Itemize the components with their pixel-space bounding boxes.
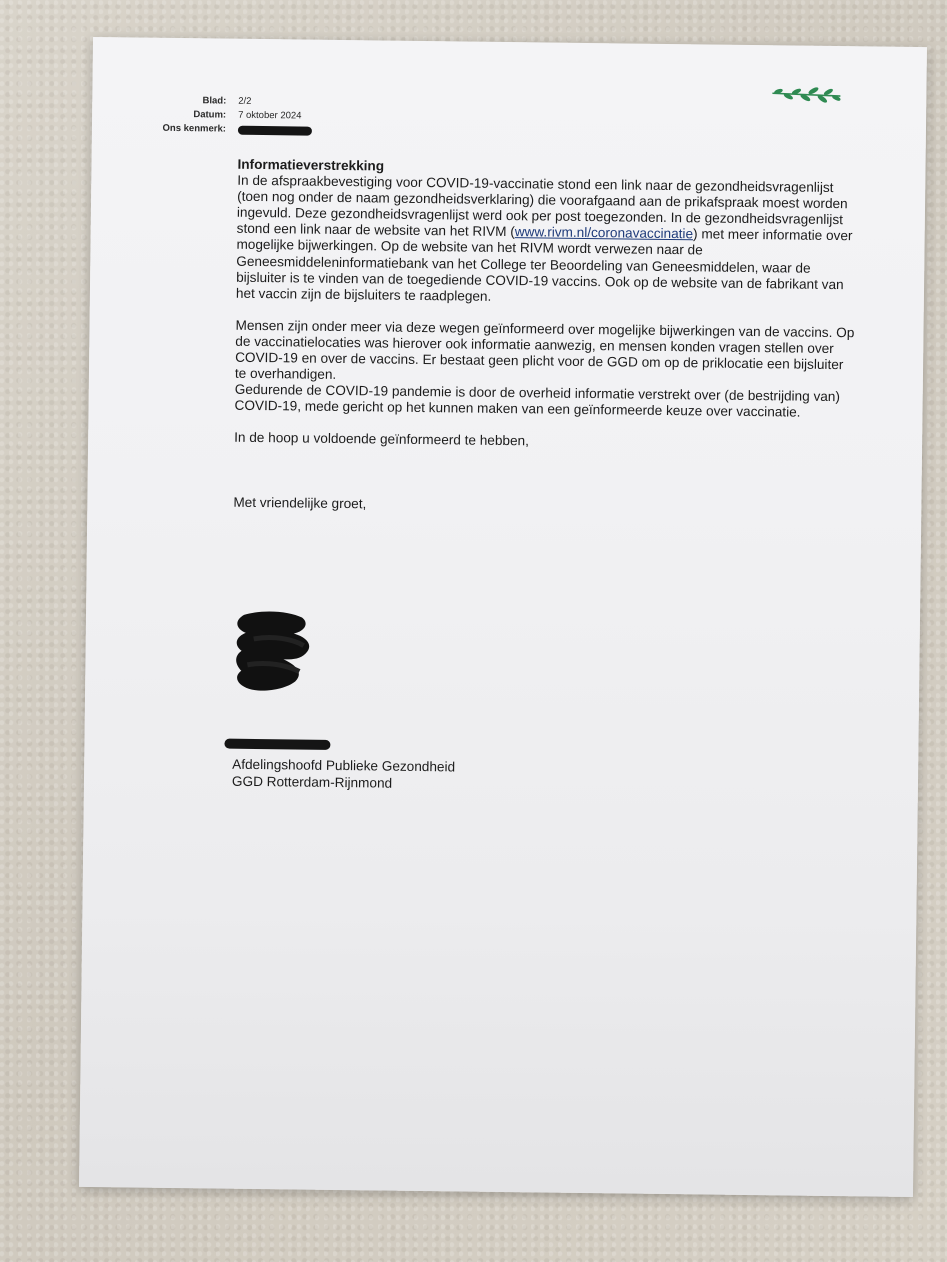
name-redaction — [224, 739, 330, 750]
section-heading: Informatieverstrekking — [237, 156, 385, 174]
letter-page — [79, 37, 927, 1197]
letter-body — [233, 157, 857, 518]
leaf-sprig-logo-icon — [770, 85, 842, 106]
paragraph-1-text-a: In de afspraakbevestiging voor COVID-19-vaccinatie stond een link naar de gezondheidsvragenlijst (toen nog onder de naam gezondheidsverklaring) die voorafgaand aan de prikafspraak moest worden ingevuld. Deze gezondheidsvragenlijst werd ook per post toegezonden. In de gezondheidsvragenlijst stond een link naar de website van het RIVM ( — [236, 172, 848, 240]
letter-meta — [152, 94, 313, 141]
signatory-organisation: GGD Rotterdam-Rijnmond — [231, 773, 393, 791]
rivm-link[interactable]: www.rivm.nl/coronavaccinatie — [514, 224, 694, 242]
meta-row-kenmerk — [152, 122, 312, 141]
paragraph-2: Mensen zijn onder meer via deze wegen geïnformeerd over mogelijke bijwerkingen van de vaccins. Op de vaccinatielocaties was hierover ook informatie aanwezig, en mensen konden vragen stellen over COVID-19 en over de vaccins. Er bestaat geen plicht voor de GGD om op de priklocatie een bijsluiter te overhandigen. — [234, 317, 855, 383]
datum-label: Datum: — [193, 109, 227, 121]
kenmerk-label: Ons kenmerk: — [162, 122, 227, 135]
signature-block — [232, 757, 455, 793]
blad-label: Blad: — [202, 95, 227, 107]
kenmerk-redaction — [238, 123, 312, 141]
paragraph-1-text-b: ) met meer informatie over mogelijke bijwerkingen. Op de website van het RIVM wordt verwezen naar de Geneesmiddeleninformatiebank van het College ter Beoordeling van Geneesmiddelen, waar de bijsluiter is te vinden van de toegediende COVID-19 vaccins. Ook op de website van de fabrikant van het vaccin zijn de bijsluiters te raadplegen. — [235, 226, 853, 304]
paragraph-1 — [236, 173, 858, 309]
signatory-role: Afdelingshoofd Publieke Gezondheid — [232, 756, 456, 775]
paragraph-4: In de hoop u voldoende geïnformeerd te hebben, — [234, 430, 530, 449]
signature-redaction — [233, 609, 316, 694]
greeting: Met vriendelijke groet, — [233, 494, 367, 511]
paragraph-3: Gedurende de COVID-19 pandemie is door de overheid informatie verstrekt over (de bestrijding van) COVID-19, mede gericht op het kunnen maken van een geïnformeerde keuze over vaccinatie. — [234, 381, 841, 420]
blad-value: 2/2 — [238, 95, 252, 107]
datum-value: 7 oktober 2024 — [238, 109, 302, 122]
